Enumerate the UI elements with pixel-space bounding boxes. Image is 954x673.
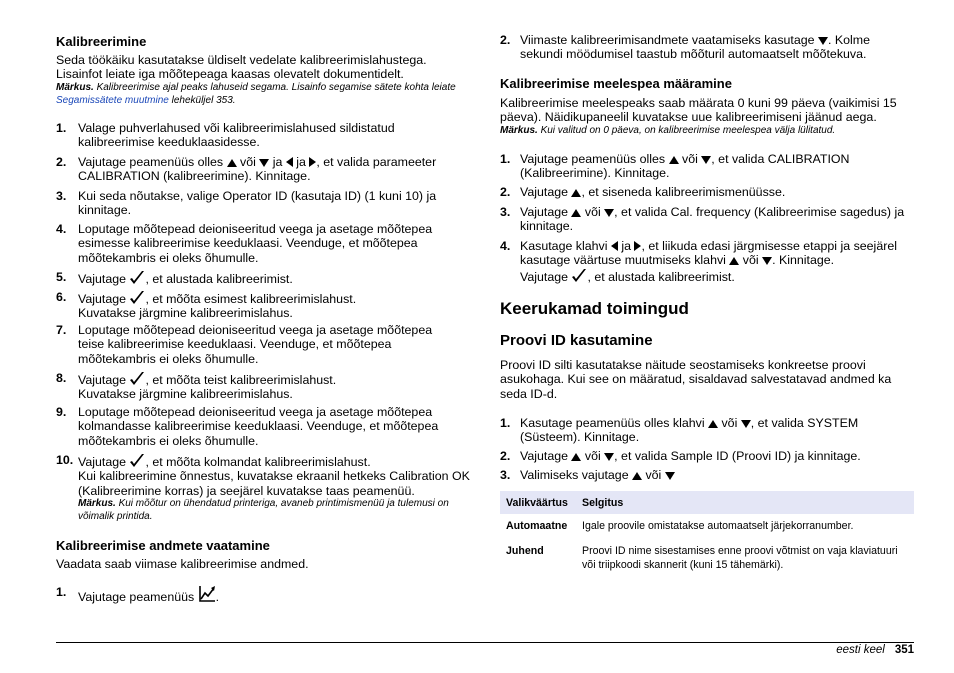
footer-divider <box>56 642 914 643</box>
up-arrow-icon <box>227 159 237 167</box>
mixing-settings-link[interactable]: Segamissätete muutmine <box>56 95 169 106</box>
reminder-heading: Kalibreerimise meelespea määramine <box>500 76 732 91</box>
down-arrow-icon <box>701 156 711 164</box>
column-header: Valikväärtus <box>500 491 576 514</box>
up-arrow-icon <box>708 420 718 428</box>
down-arrow-icon <box>818 37 828 45</box>
left-arrow-icon <box>286 157 293 167</box>
table-row <box>500 539 914 578</box>
left-arrow-icon <box>611 241 618 251</box>
table-cell: Igale proovile omistatakse automaatselt järjekorranumber. <box>582 520 854 532</box>
check-icon <box>129 290 145 306</box>
reminder-note: Märkus. Kui valitud on 0 päeva, on kalibreerimise meelespea välja lülitatud. <box>500 125 836 136</box>
graph-icon <box>198 585 216 603</box>
view-data-heading: Kalibreerimise andmete vaatamine <box>56 538 270 553</box>
page-footer <box>836 643 914 657</box>
check-icon <box>571 268 587 284</box>
down-arrow-icon <box>762 257 772 265</box>
check-icon <box>129 270 145 286</box>
note-label: Märkus. <box>56 82 94 93</box>
down-arrow-icon <box>604 209 614 217</box>
footer-language: eesti keel <box>836 644 885 656</box>
view-data-intro: Vaadata saab viimase kalibreerimise andmed. <box>56 557 309 571</box>
check-icon <box>129 453 145 469</box>
table-header-row <box>500 491 914 514</box>
down-arrow-icon <box>604 453 614 461</box>
calibration-heading: Kalibreerimine <box>56 34 147 49</box>
advanced-heading: Keerukamad toimingud <box>500 299 689 318</box>
table-row <box>500 514 914 539</box>
table-cell: Proovi ID nime sisestamises enne proovi võtmist on vaja klaviatuuri või triipkoodi skannerit (kuni 15 tähemärki). <box>582 545 898 571</box>
sample-id-table <box>500 491 914 578</box>
down-arrow-icon <box>665 472 675 480</box>
note-tail: leheküljel 353. <box>168 95 236 106</box>
printer-note: Märkus. Kui mõõtur on ühendatud printeriga, avaneb printimismenüü ja tulemusi on võimalik printida. <box>78 498 449 522</box>
table-cell: Juhend <box>506 545 544 557</box>
down-arrow-icon <box>741 420 751 428</box>
column-header: Selgitus <box>576 491 914 514</box>
up-arrow-icon <box>571 189 581 197</box>
table-cell: Automaatne <box>506 520 568 532</box>
up-arrow-icon <box>729 257 739 265</box>
calibration-note <box>56 81 456 107</box>
down-arrow-icon <box>259 159 269 167</box>
reminder-intro: Kalibreerimise meelespeaks saab määrata 0 kuni 99 päeva (vaikimisi 15 päeva). Näidikupaneelil kuvatakse uue kalibreerimiseni jäänud aega. <box>500 96 897 125</box>
sample-id-heading: Proovi ID kasutamine <box>500 332 653 349</box>
calibration-intro: Seda töökäiku kasutatakse üldiselt vedelate kalibreerimislahustega. Lisainfot leiate iga mõõtepeaga kaasas olevatelt dokumentidelt. <box>56 53 427 82</box>
up-arrow-icon <box>571 453 581 461</box>
note-text: Kalibreerimise ajal peaks lahuseid segama. Lisainfo segamise sätete kohta leiate <box>93 82 456 93</box>
up-arrow-icon <box>669 156 679 164</box>
check-icon <box>129 371 145 387</box>
page-number: 351 <box>894 644 914 656</box>
up-arrow-icon <box>571 209 581 217</box>
up-arrow-icon <box>632 472 642 480</box>
sample-id-intro: Proovi ID silti kasutatakse näitude seostamiseks konkreetse proovi asukohaga. Kui see on määratud, sisaldavad salvestatavad andmed ka seda ID-d. <box>500 358 892 401</box>
